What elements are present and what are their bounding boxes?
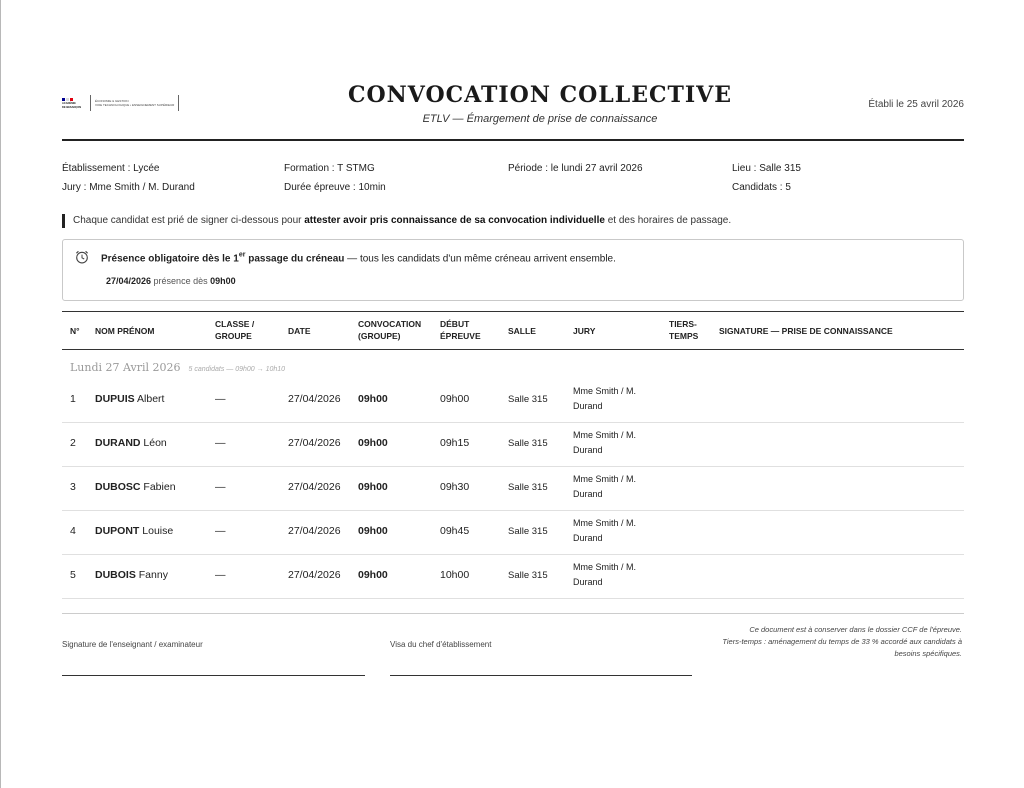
cell-number: 3 xyxy=(70,481,76,493)
teacher-signature-line xyxy=(62,675,365,676)
cell-jury: Mme Smith / M. Durand xyxy=(573,430,637,455)
document-subtitle: ETLV — Émargement de prise de connaissance xyxy=(422,113,658,125)
info-duree: Durée épreuve : 10min xyxy=(284,182,386,193)
cell-class: — xyxy=(215,437,226,449)
cell-number: 1 xyxy=(70,393,76,405)
th-signature: SIGNATURE — PRISE DE CONNAISSANCE xyxy=(719,326,893,336)
info-periode: Période : le lundi 27 avril 2026 xyxy=(508,163,643,174)
cell-jury: Mme Smith / M. Durand xyxy=(573,518,637,543)
presence-bold-2: passage du créneau xyxy=(245,253,345,265)
header-divider xyxy=(62,139,964,141)
document-title: CONVOCATION COLLECTIVE xyxy=(348,82,732,108)
cell-convocation: 09h00 xyxy=(358,481,388,493)
footnote-extra-time: Tiers-temps : aménagement du temps de 33 % accordé aux candidats à besoins spécifiques. xyxy=(722,637,962,658)
cell-number: 5 xyxy=(70,569,76,581)
info-lieu: Lieu : Salle 315 xyxy=(732,163,801,174)
logo-divider xyxy=(178,95,179,111)
th-convocation xyxy=(358,318,421,342)
th-convocation-l1: CONVOCATION xyxy=(358,319,422,329)
presence-bold: Présence obligatoire dès le 1 xyxy=(101,253,239,265)
table-row xyxy=(62,554,964,599)
cell-jury: Mme Smith / M. Durand xyxy=(573,562,637,587)
cell-firstname: Fabien xyxy=(140,481,176,493)
cell-date: 27/04/2026 xyxy=(288,481,341,493)
flag-icon xyxy=(62,98,88,101)
cell-name xyxy=(95,437,167,449)
cell-number: 4 xyxy=(70,525,76,537)
logo-divider xyxy=(90,95,91,111)
institution-logo xyxy=(62,95,179,111)
logo-subtitle-2: VOIE TECHNOLOGIQUE • ENSEIGNEMENT SUPÉRIEUR xyxy=(95,103,175,107)
info-etablissement: Établissement : Lycée xyxy=(62,163,160,174)
table-header-rule xyxy=(62,349,964,350)
presence-text xyxy=(101,252,616,264)
cell-firstname: Fanny xyxy=(135,569,168,581)
note-text-end: et des horaires de passage. xyxy=(604,215,732,226)
presence-time: 09h00 xyxy=(210,276,236,286)
day-title: Lundi 27 Avril 2026 xyxy=(70,361,181,374)
note-emphasis: attester avoir pris connaissance de sa convocation individuelle xyxy=(304,215,605,226)
cell-convocation: 09h00 xyxy=(358,437,388,449)
info-formation: Formation : T STMG xyxy=(284,163,375,174)
cell-start: 09h30 xyxy=(440,481,470,493)
cell-class: — xyxy=(215,569,226,581)
footer-divider xyxy=(62,613,964,614)
note-text: Chaque candidat est prié de signer ci-dessous pour xyxy=(73,215,305,226)
cell-room: Salle 315 xyxy=(508,526,548,537)
cell-room: Salle 315 xyxy=(508,570,548,581)
cell-class: — xyxy=(215,393,226,405)
cell-start: 09h45 xyxy=(440,525,470,537)
cell-room: Salle 315 xyxy=(508,482,548,493)
th-room: SALLE xyxy=(508,326,536,336)
marianne-logo xyxy=(62,98,88,109)
presence-label: présence dès xyxy=(151,276,211,286)
cell-name xyxy=(95,569,168,581)
day-group-label xyxy=(70,358,285,376)
logo-text-1: ACADÉMIE xyxy=(62,101,76,105)
cell-lastname: DUPONT xyxy=(95,525,140,537)
cell-date: 27/04/2026 xyxy=(288,525,341,537)
cell-start: 09h15 xyxy=(440,437,470,449)
info-candidats: Candidats : 5 xyxy=(732,182,791,193)
page-edge xyxy=(0,0,1,788)
cell-date: 27/04/2026 xyxy=(288,569,341,581)
logo-text-2: DE BESANÇON xyxy=(62,105,82,109)
th-convocation-l2: (GROUPE) xyxy=(358,331,401,341)
info-jury: Jury : Mme Smith / M. Durand xyxy=(62,182,195,193)
cell-start: 09h00 xyxy=(440,393,470,405)
presence-notice xyxy=(62,239,964,301)
th-start-l2: ÉPREUVE xyxy=(440,331,481,341)
cell-lastname: DURAND xyxy=(95,437,141,449)
cell-room: Salle 315 xyxy=(508,394,548,405)
th-name: NOM PRÉNOM xyxy=(95,326,155,336)
cell-name xyxy=(95,481,176,493)
cell-convocation: 09h00 xyxy=(358,393,388,405)
cell-lastname: DUBOIS xyxy=(95,569,136,581)
th-class xyxy=(215,318,254,342)
teacher-signature-label: Signature de l'enseignant / examinateur xyxy=(62,640,203,649)
cell-date: 27/04/2026 xyxy=(288,437,341,449)
cell-room: Salle 315 xyxy=(508,438,548,449)
th-number: N° xyxy=(70,326,80,336)
cell-date: 27/04/2026 xyxy=(288,393,341,405)
cell-jury: Mme Smith / M. Durand xyxy=(573,474,637,499)
cell-class: — xyxy=(215,481,226,493)
th-class-l2: GROUPE xyxy=(215,331,252,341)
cell-name xyxy=(95,393,164,405)
instruction-note xyxy=(62,214,731,228)
presence-date: 27/04/2026 xyxy=(106,276,152,286)
cell-convocation: 09h00 xyxy=(358,525,388,537)
table-row xyxy=(62,378,964,423)
table-row xyxy=(62,422,964,467)
cell-lastname: DUBOSC xyxy=(95,481,141,493)
table-row xyxy=(62,510,964,555)
head-visa-label: Visa du chef d'établissement xyxy=(390,640,492,649)
footnote-archive: Ce document est à conserver dans le dossier CCF de l'épreuve. xyxy=(749,625,962,634)
cell-lastname: DUPUIS xyxy=(95,393,135,405)
th-extra-time-l1: TIERS- xyxy=(669,319,697,329)
head-visa-line xyxy=(390,675,692,676)
th-start-l1: DÉBUT xyxy=(440,319,470,329)
cell-start: 10h00 xyxy=(440,569,470,581)
th-jury: JURY xyxy=(573,326,596,336)
th-extra-time xyxy=(669,318,698,342)
logo-subtitle-1: ÉCONOMIE & GESTION xyxy=(95,99,129,103)
presence-sup: er xyxy=(238,252,246,259)
table-top-rule xyxy=(62,311,964,312)
presence-rest: — tous les candidats d'un même créneau arrivent ensemble. xyxy=(344,253,616,265)
footer-notes xyxy=(712,624,962,660)
cell-firstname: Albert xyxy=(134,393,165,405)
cell-class: — xyxy=(215,525,226,537)
cell-number: 2 xyxy=(70,437,76,449)
cell-firstname: Léon xyxy=(140,437,167,449)
table-row xyxy=(62,466,964,511)
th-class-l1: CLASSE / xyxy=(215,319,255,329)
issue-date: Établi le 25 avril 2026 xyxy=(868,99,964,110)
cell-jury: Mme Smith / M. Durand xyxy=(573,386,637,411)
day-meta: 5 candidats — 09h00 → 10h10 xyxy=(188,366,286,373)
th-date: DATE xyxy=(288,326,311,336)
th-start xyxy=(440,318,481,342)
th-extra-time-l2: TEMPS xyxy=(669,331,699,341)
presence-detail xyxy=(106,276,236,286)
cell-firstname: Louise xyxy=(139,525,174,537)
cell-name xyxy=(95,525,173,537)
alarm-clock-icon xyxy=(75,250,89,264)
cell-convocation: 09h00 xyxy=(358,569,388,581)
